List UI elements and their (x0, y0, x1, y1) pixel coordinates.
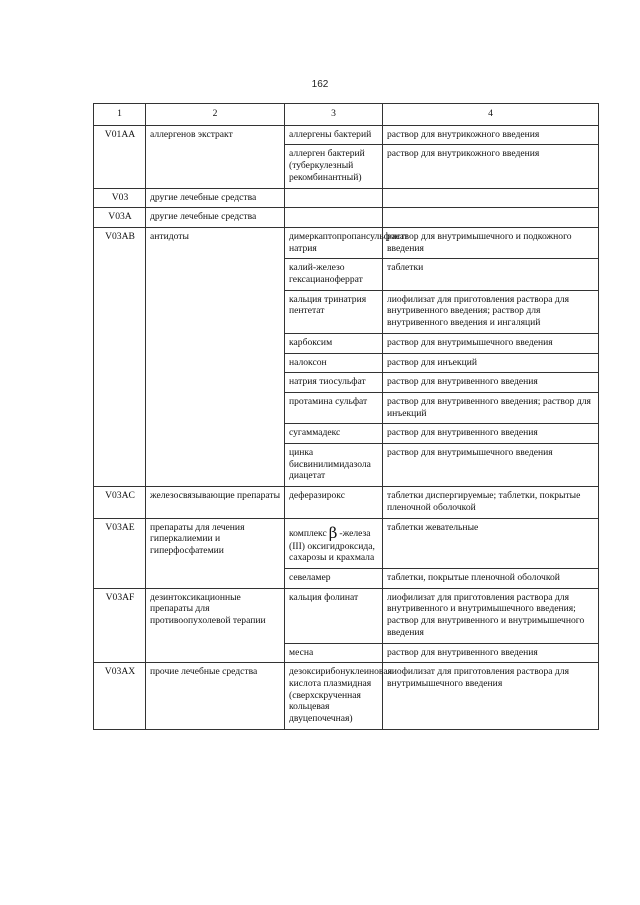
column-header-2: 2 (146, 104, 285, 126)
table-row (94, 188, 599, 208)
table-row (94, 125, 599, 145)
dosage-form-cell: раствор для внутрикожного введения (383, 145, 599, 188)
atc-code-cell: V03AC (94, 487, 146, 518)
drug-name-suffix: -железа (III) оксигидроксида, сахарозы и крахмала (289, 527, 375, 564)
dosage-form-cell: раствор для внутривенного введения (383, 373, 599, 393)
dosage-form-cell: таблетки диспергируемые; таблетки, покрытые пленочной оболочкой (383, 487, 599, 518)
drug-name-cell: протамина сульфат (285, 392, 383, 423)
drug-name-cell: цинка бисвинилимидазола диацетат (285, 444, 383, 487)
atc-code-cell: V03AB (94, 227, 146, 486)
dosage-form-cell: таблетки жевательные (383, 518, 599, 568)
table-row (94, 227, 599, 258)
drug-name-cell: аллергены бактерий (285, 125, 383, 145)
drug-name-cell: карбоксим (285, 333, 383, 353)
dosage-form-cell: раствор для внутривенного введения (383, 424, 599, 444)
atc-code-cell: V03A (94, 208, 146, 228)
dosage-form-cell: раствор для внутривенного введения; раствор для инъекций (383, 392, 599, 423)
drug-name-cell: натрия тиосульфат (285, 373, 383, 393)
drug-name-prefix: комплекс (289, 527, 327, 539)
dosage-form-cell: лиофилизат для приготовления раствора для внутримышечного введения (383, 663, 599, 730)
dosage-form-cell: раствор для внутримышечного и подкожного введения (383, 227, 599, 258)
column-header-3: 3 (285, 104, 383, 126)
drug-name-cell: дезоксирибонуклеиновая кислота плазмидная (сверхскрученная кольцевая двуцепочечная) (285, 663, 383, 730)
drug-name-cell: димеркаптопропансульфонат натрия (285, 227, 383, 258)
table-row (94, 518, 599, 568)
drug-name-cell: налоксон (285, 353, 383, 373)
page-number: 162 (311, 79, 329, 90)
table-row (94, 208, 599, 228)
group-name-cell: прочие лечебные средства (146, 663, 285, 730)
atc-code-cell: V03AE (94, 518, 146, 588)
drug-name-cell: кальция тринатрия пентетат (285, 290, 383, 333)
drug-name-cell: месна (285, 643, 383, 663)
dosage-form-cell: раствор для внутримышечного введения (383, 444, 599, 487)
dosage-form-cell (383, 188, 599, 208)
drug-name-cell: кальция фолинат (285, 588, 383, 643)
drug-classification-table (93, 103, 599, 730)
drug-name-cell: деферазирокс (285, 487, 383, 518)
dosage-form-cell: лиофилизат для приготовления раствора для внутривенного введения; раствор для внутривенного введения и ингаляций (383, 290, 599, 333)
table-row (94, 487, 599, 518)
column-header-4: 4 (383, 104, 599, 126)
group-name-cell: другие лечебные средства (146, 188, 285, 208)
dosage-form-cell: таблетки (383, 259, 599, 290)
dosage-form-cell: раствор для внутривенного введения (383, 643, 599, 663)
column-header-1: 1 (94, 104, 146, 126)
beta-symbol: β (328, 523, 338, 542)
dosage-form-cell (383, 208, 599, 228)
drug-name-cell (285, 188, 383, 208)
table-header-row (94, 104, 599, 126)
group-name-cell: антидоты (146, 227, 285, 486)
atc-code-cell: V03AX (94, 663, 146, 730)
dosage-form-cell: лиофилизат для приготовления раствора для внутривенного и внутримышечного введения; раствор для внутривенного и внутримышечного введения (383, 588, 599, 643)
group-name-cell: аллергенов экстракт (146, 125, 285, 188)
dosage-form-cell: раствор для внутримышечного введения (383, 333, 599, 353)
group-name-cell: железосвязывающие препараты (146, 487, 285, 518)
group-name-cell: препараты для лечения гиперкалиемии и гиперфосфатемии (146, 518, 285, 588)
drug-name-cell: калий-железо гексацианоферрат (285, 259, 383, 290)
dosage-form-cell: раствор для внутрикожного введения (383, 125, 599, 145)
atc-code-cell: V01AA (94, 125, 146, 188)
atc-code-cell: V03 (94, 188, 146, 208)
drug-name-cell: аллерген бактерий (туберкулезный рекомбинантный) (285, 145, 383, 188)
drug-name-cell (285, 518, 383, 568)
group-name-cell: другие лечебные средства (146, 208, 285, 228)
atc-code-cell: V03AF (94, 588, 146, 663)
table-row (94, 663, 599, 730)
table-row (94, 588, 599, 643)
drug-name-cell: сугаммадекс (285, 424, 383, 444)
dosage-form-cell: раствор для инъекций (383, 353, 599, 373)
dosage-form-cell: таблетки, покрытые пленочной оболочкой (383, 568, 599, 588)
drug-name-cell: севеламер (285, 568, 383, 588)
group-name-cell: дезинтоксикационные препараты для противоопухолевой терапии (146, 588, 285, 663)
drug-name-cell (285, 208, 383, 228)
